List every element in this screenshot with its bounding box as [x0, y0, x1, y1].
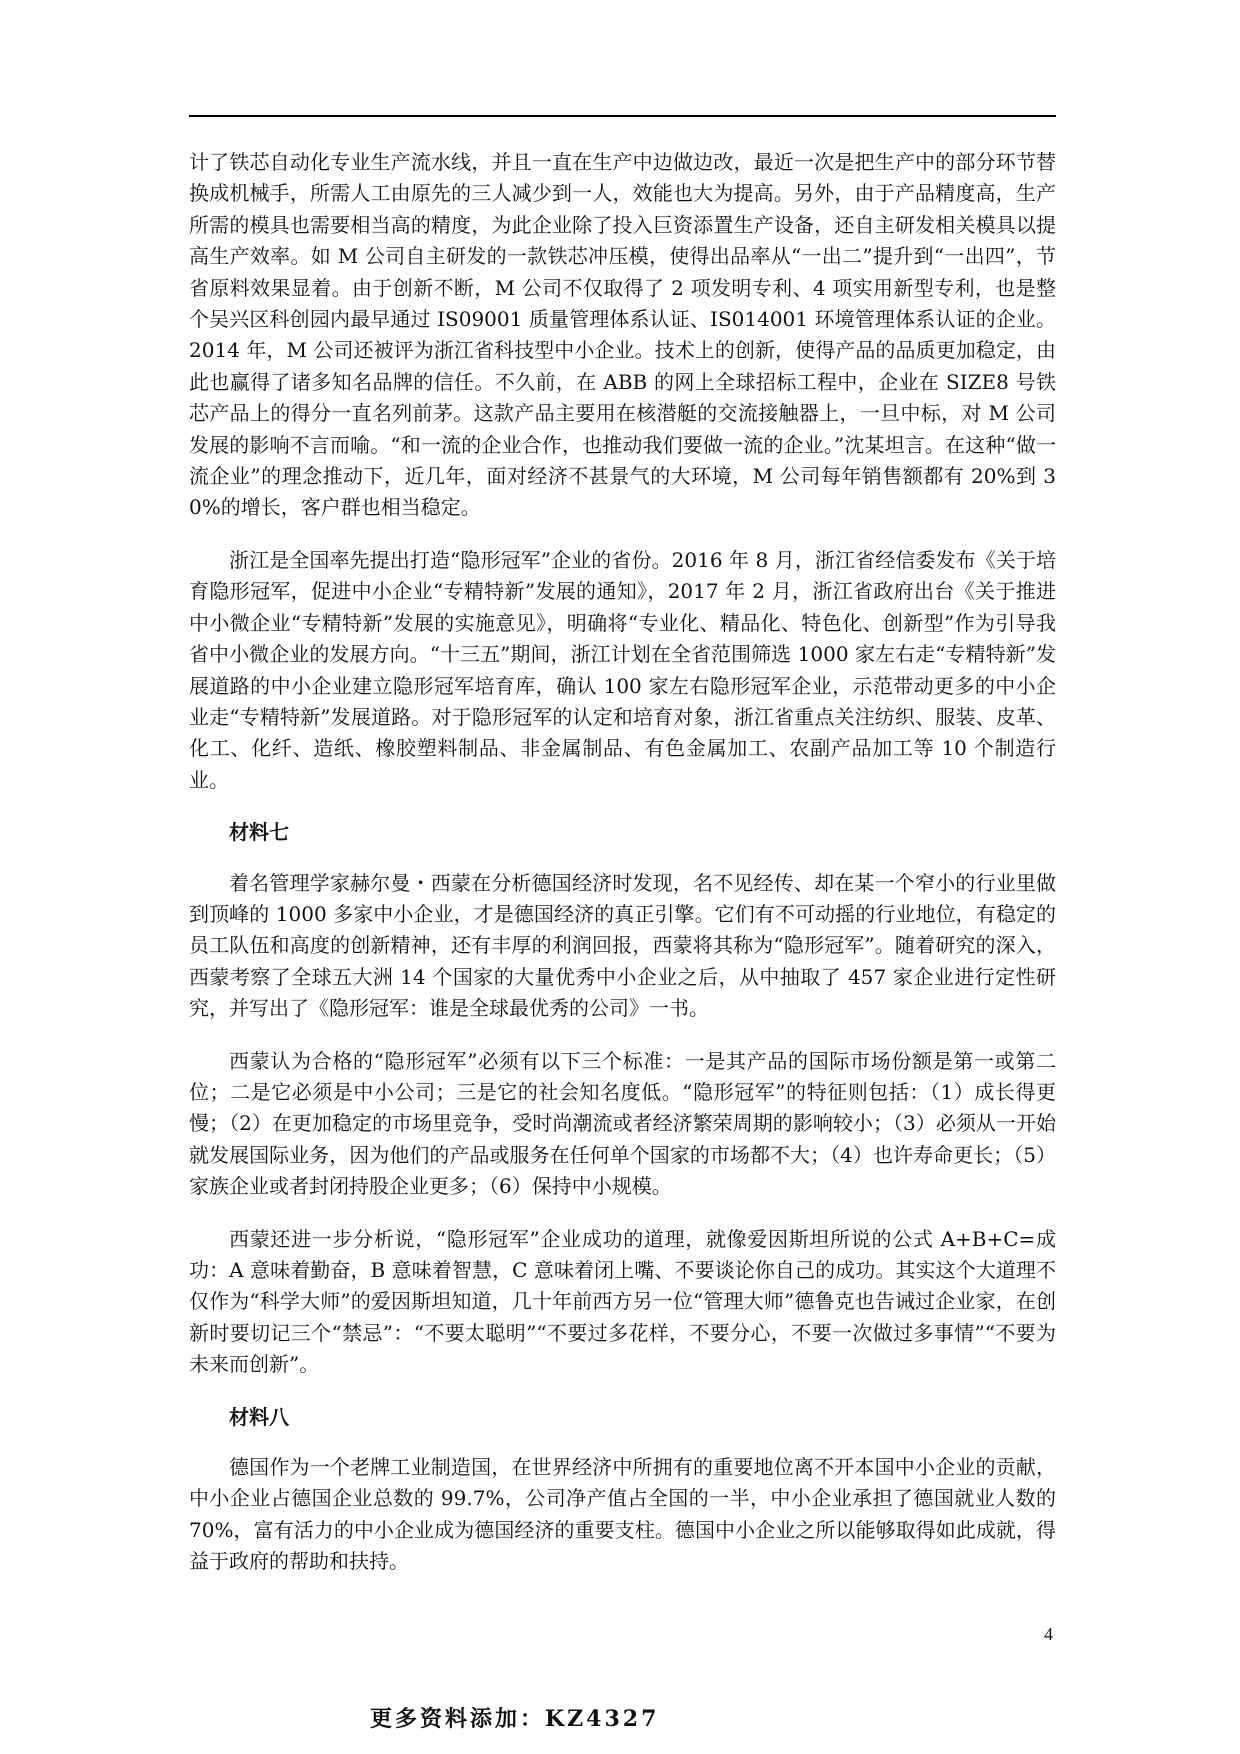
paragraph-simon-formula: 西蒙还进一步分析说，“隐形冠军”企业成功的道理，就像爱因斯坦所说的公式 A+B+C=成功：A 意味着勤奋，B 意味着智慧，C 意味着闭上嘴、不要谈论你自己的成功。其实这个大道理不仅作为“科学大师”的爱因斯坦知道，几十年前西方另一位“管理大师”德鲁克也告诫过企业家，在创新时要切记三个“禁忌”：“不要太聪明”“不要过多花样，不要分心，不要一次做过多事情”“不要为未来而创新”。	[189, 1226, 1056, 1377]
section-heading-7: 材料七	[229, 820, 289, 845]
header-rule	[189, 115, 1056, 117]
footer-note: 更多资料添加：KZ4327	[370, 1706, 660, 1732]
section-heading-8: 材料八	[229, 1404, 289, 1429]
document-body	[189, 147, 1056, 1599]
page-number: 4	[1044, 1624, 1053, 1644]
paragraph-continuation: 计了铁芯自动化专业生产流水线，并且一直在生产中边做边改，最近一次是把生产中的部分环节替换成机械手，所需人工由原先的三人减少到一人，效能也大为提高。另外，由于产品精度高，生产所需的模具也需要相当高的精度，为此企业除了投入巨资添置生产设备，还自主研发相关模具以提高生产效率。如 M 公司自主研发的一款铁芯冲压模，使得出品率从“一出二”提升到“一出四”，节省原料效果显着。由于创新不断，M 公司不仅取得了 2 项发明专利、4 项实用新型专利，也是整个吴兴区科创园内最早通过 IS09001 质量管理体系认证、IS014001 环境管理体系认证的企业。2014 年，M 公司还被评为浙江省科技型中小企业。技术上的创新，使得产品的品质更加稳定，由此也赢得了诸多知名品牌的信任。不久前，在 ABB 的网上全球招标工程中，企业在 SIZE8 号铁芯产品上的得分一直名列前茅。这款产品主要用在核潜艇的交流接触器上，一旦中标，对 M 公司发展的影响不言而喻。“和一流的企业合作，也推动我们要做一流的企业。”沈某坦言。在这种“做一流企业”的理念推动下，近几年，面对经济不甚景气的大环境，M 公司每年销售额都有 20%到 30%的增长，客户群也相当稳定。	[189, 150, 1056, 520]
paragraph-simon-research: 着名管理学家赫尔曼・西蒙在分析德国经济时发现，名不见经传、却在某一个窄小的行业里做到顶峰的 1000 多家中小企业，才是德国经济的真正引擎。它们有不可动摇的行业地位，有稳定的员工队伍和高度的创新精神，还有丰厚的利润回报，西蒙将其称为“隐形冠军”。随着研究的深入，西蒙考察了全球五大洲 14 个国家的大量优秀中小企业之后，从中抽取了 457 家企业进行定性研究，并写出了《隐形冠军：谁是全球最优秀的公司》一书。	[189, 870, 1056, 1021]
paragraph-zhejiang: 浙江是全国率先提出打造“隐形冠军”企业的省份。2016 年 8 月，浙江省经信委发布《关于培育隐形冠军，促进中小企业“专精特新”发展的通知》，2017 年 2 月，浙江省政府出台《关于推进中小微企业“专精特新”发展的实施意见》，明确将“专业化、精品化、特色化、创新型”作为引导我省中小微企业的发展方向。“十三五”期间，浙江计划在全省范围筛选 1000 家左右走“专精特新”发展道路的中小企业建立隐形冠军培育库，确认 100 家左右隐形冠军企业，示范带动更多的中小企业走“专精特新”发展道路。对于隐形冠军的认定和培育对象，浙江省重点关注纺织、服装、皮革、化工、化纤、造纸、橡胶塑料制品、非金属制品、有色金属加工、农副产品加工等 10 个制造行业。	[189, 547, 1056, 792]
paragraph-simon-criteria: 西蒙认为合格的“隐形冠军”必须有以下三个标准：一是其产品的国际市场份额是第一或第二位；二是它必须是中小公司；三是它的社会知名度低。“隐形冠军”的特征则包括：（1）成长得更慢；（2）在更加稳定的市场里竞争，受时尚潮流或者经济繁荣周期的影响较小；（3）必须从一开始就发展国际业务，因为他们的产品或服务在任何单个国家的市场都不大；（4）也许寿命更长；（5）家族企业或者封闭持股企业更多；（6）保持中小规模。	[189, 1048, 1056, 1199]
paragraph-germany-sme: 德国作为一个老牌工业制造国，在世界经济中所拥有的重要地位离不开本国中小企业的贡献，中小企业占德国企业总数的 99.7%，公司净产值占全国的一半，中小企业承担了德国就业人数的 70%，富有活力的中小企业成为德国经济的重要支柱。德国中小企业之所以能够取得如此成就，得益于政府的帮助和扶持。	[189, 1455, 1056, 1574]
